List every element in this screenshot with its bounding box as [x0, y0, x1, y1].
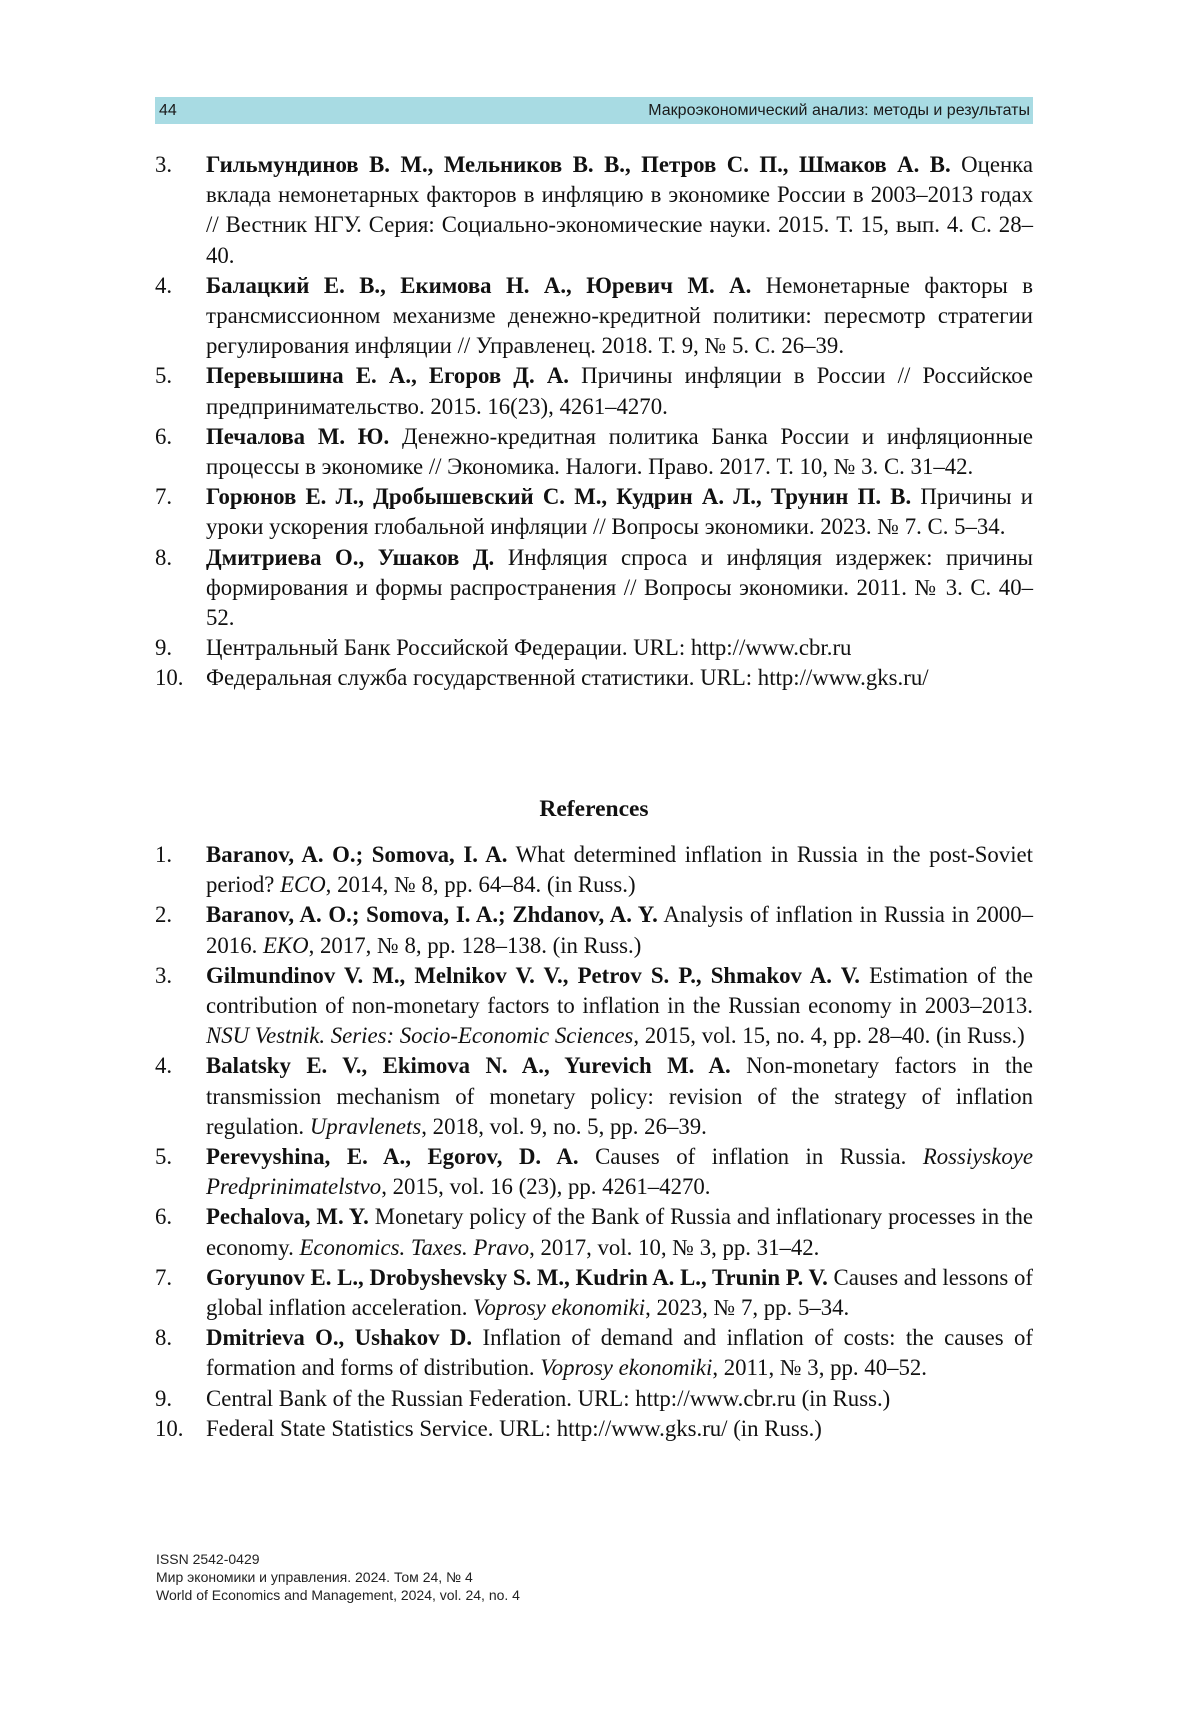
reference-details: , 2015, vol. 15, no. 4, pp. 28–40. (in Russ.): [633, 1023, 1025, 1049]
reference-body: Денежно-кредитная политика Банка России и инфляционные процессы в экономике // Экономика. Налоги. Право. 2017. Т. 10, № 3. С. 31–42.: [206, 423, 1033, 480]
section-title: Макроэкономический анализ: методы и результаты: [648, 101, 1030, 119]
reference-authors: Gilmundinov V. M., Melnikov V. V., Petrov S. P., Shmakov A. V.: [206, 962, 860, 988]
reference-authors: Baranov, A. O.; Somova, I. A.; Zhdanov, A. Y.: [206, 902, 658, 928]
reference-number: 8.: [155, 544, 173, 570]
reference-details: , 2011, № 3, pp. 40–52.: [712, 1355, 927, 1381]
reference-item: [155, 1414, 1033, 1444]
reference-details: , 2017, № 8, pp. 128–138. (in Russ.): [308, 932, 642, 958]
reference-item: [155, 543, 1033, 634]
reference-details: , 2017, vol. 10, № 3, pp. 31–42.: [529, 1234, 820, 1260]
reference-body: Причины и уроки ускорения глобальной инфляции // Вопросы экономики. 2023. № 7. С. 5–34.: [206, 484, 1033, 540]
reference-item: [155, 900, 1033, 960]
reference-details: , 2023, № 7, pp. 5–34.: [645, 1295, 850, 1321]
reference-authors: Pechalova, M. Y.: [206, 1204, 369, 1230]
reference-number: 4.: [155, 1053, 173, 1079]
reference-authors: Balatsky E. V., Ekimova N. A., Yurevich M. A.: [206, 1053, 731, 1079]
reference-item: [155, 840, 1033, 900]
reference-item: [155, 1384, 1033, 1414]
reference-text: [206, 1263, 1033, 1323]
reference-journal: EKO: [263, 932, 309, 958]
reference-text: [206, 633, 1033, 663]
reference-number: 7.: [155, 1264, 173, 1290]
reference-item: [155, 1263, 1033, 1323]
reference-text: [206, 1202, 1033, 1262]
reference-body: Немонетарные факторы в трансмиссионном механизме денежно-кредитной политики: пересмотр стратегии регулирования инфляции // Управленец. 2018. Т. 9, № 5. С. 26–39.: [206, 272, 1034, 359]
reference-text: [206, 1384, 1033, 1414]
reference-number: 5.: [155, 363, 173, 389]
reference-text: [206, 663, 1033, 693]
reference-details: , 2014, № 8, pp. 64–84. (in Russ.): [325, 872, 636, 898]
reference-body: Центральный Банк Российской Федерации. URL: http://www.cbr.ru: [206, 635, 852, 661]
reference-item: [155, 482, 1033, 542]
reference-item: [155, 663, 1033, 693]
reference-title: Causes and lessons of global inflation acceleration.: [206, 1264, 1033, 1321]
reference-item: [155, 271, 1033, 362]
reference-number: 9.: [155, 635, 173, 661]
reference-details: , 2015, vol. 16 (23), pp. 4261–4270.: [381, 1174, 711, 1200]
reference-item: [155, 422, 1033, 482]
reference-title: Central Bank of the Russian Federation. URL: http://www.cbr.ru (in Russ.): [206, 1385, 891, 1411]
reference-authors: Перевышина Е. А., Егоров Д. А.: [206, 363, 570, 389]
reference-number: 8.: [155, 1325, 173, 1351]
reference-title: Analysis of inflation in Russia in 2000–2016.: [206, 902, 1033, 958]
reference-authors: Goryunov E. L., Drobyshevsky S. M., Kudrin A. L., Trunin P. V.: [206, 1264, 828, 1290]
reference-item: [155, 633, 1033, 663]
reference-authors: Гильмундинов В. М., Мельников В. В., Петров С. П., Шмаков А. В.: [206, 152, 951, 177]
reference-body: Инфляция спроса и инфляция издержек: причины формирования и формы распространения // Вопросы экономики. 2011. № 3. С. 40–52.: [206, 544, 1033, 631]
reference-text: [206, 1142, 1033, 1202]
reference-title: Federal State Statistics Service. URL: http://www.gks.ru/ (in Russ.): [206, 1415, 822, 1441]
references-heading: References: [539, 796, 649, 822]
reference-number: 1.: [155, 842, 173, 867]
reference-number: 5.: [155, 1144, 173, 1170]
reference-number: 10.: [155, 665, 184, 691]
reference-authors: Печалова М. Ю.: [206, 423, 390, 449]
reference-authors: Дмитриева О., Ушаков Д.: [206, 544, 495, 570]
footer-issn: ISSN 2542-0429: [156, 1551, 260, 1567]
reference-title: Inflation of demand and inflation of costs: the causes of formation and forms of distribution.: [206, 1325, 1033, 1381]
reference-number: 10.: [155, 1415, 184, 1441]
reference-number: 7.: [155, 484, 173, 510]
reference-text: [206, 543, 1033, 634]
reference-item: [155, 961, 1033, 1052]
reference-journal: Upravlenets: [309, 1113, 422, 1139]
reference-authors: Baranov, A. O.; Somova, I. A.: [206, 842, 508, 867]
reference-item: [155, 1202, 1033, 1262]
reference-number: 3.: [155, 962, 173, 988]
reference-number: 3.: [155, 152, 173, 177]
reference-item: [155, 361, 1033, 421]
footer-journal-en: World of Economics and Management, 2024, vol. 24, no. 4: [156, 1587, 520, 1603]
reference-authors: Горюнов Е. Л., Дробышевский С. М., Кудрин А. Л., Трунин П. В.: [206, 484, 912, 510]
references-list-en: [155, 840, 1033, 1444]
reference-body: Федеральная служба государственной статистики. URL: http://www.gks.ru/: [206, 665, 929, 691]
reference-journal: ECO: [280, 872, 326, 898]
reference-title: Causes of inflation in Russia.: [578, 1144, 923, 1170]
reference-number: 6.: [155, 423, 173, 449]
reference-item: [155, 150, 1033, 271]
reference-journal: Voprosy ekonomiki: [473, 1295, 646, 1321]
reference-text: [206, 900, 1033, 960]
reference-text: [206, 1051, 1033, 1142]
reference-journal: Voprosy ekonomiki: [540, 1355, 713, 1381]
reference-authors: Dmitrieva O., Ushakov D.: [206, 1325, 473, 1351]
reference-authors: Perevyshina, E. A., Egorov, D. A.: [206, 1144, 579, 1170]
reference-text: [206, 422, 1033, 482]
reference-text: [206, 1323, 1033, 1383]
reference-text: [206, 482, 1033, 542]
reference-number: 6.: [155, 1204, 173, 1230]
footer-journal-ru: Мир экономики и управления. 2024. Том 24, № 4: [156, 1569, 473, 1585]
reference-title: What determined inflation in Russia in the post-Soviet period?: [206, 842, 1033, 898]
reference-text: [206, 150, 1033, 271]
page-footer: [156, 1550, 520, 1604]
reference-text: [206, 961, 1033, 1052]
references-list-ru: [155, 150, 1033, 694]
page-number: 44: [159, 101, 177, 119]
reference-item: [155, 1051, 1033, 1142]
reference-journal: Economics. Taxes. Pravo: [299, 1234, 530, 1260]
reference-title: Non-monetary factors in the transmission mechanism of monetary policy: revision of the strategy of inflation regulation.: [206, 1053, 1033, 1139]
reference-item: [155, 1142, 1033, 1202]
reference-number: 2.: [155, 902, 173, 928]
reference-body: Оценка вклада немонетарных факторов в инфляцию в экономике России в 2003–2013 годах // Вестник НГУ. Серия: Социально-экономические науки. 2015. Т. 15, вып. 4. С. 28–40.: [206, 152, 1034, 268]
reference-text: [206, 1414, 1033, 1444]
reference-authors: Балацкий Е. В., Екимова Н. А., Юревич М. А.: [206, 272, 752, 298]
reference-journal: NSU Vestnik. Series: Socio-Economic Sciences: [206, 1023, 634, 1049]
reference-title: Monetary policy of the Bank of Russia and inflationary processes in the economy.: [206, 1204, 1033, 1260]
reference-item: [155, 1323, 1033, 1383]
reference-text: [206, 361, 1033, 421]
reference-title: Estimation of the contribution of non-monetary factors to inflation in the Russian economy in 2003–2013.: [206, 962, 1033, 1019]
reference-number: 9.: [155, 1385, 173, 1411]
reference-text: [206, 840, 1033, 900]
reference-number: 4.: [155, 272, 173, 298]
reference-body: Причины инфляции в России // Российское предпринимательство. 2015. 16(23), 4261–4270.: [206, 363, 1033, 419]
reference-text: [206, 271, 1033, 362]
reference-details: , 2018, vol. 9, no. 5, pp. 26–39.: [421, 1113, 707, 1139]
reference-journal: Rossiyskoye Predprinimatelstvo: [206, 1144, 1034, 1200]
running-header: [155, 97, 1033, 124]
